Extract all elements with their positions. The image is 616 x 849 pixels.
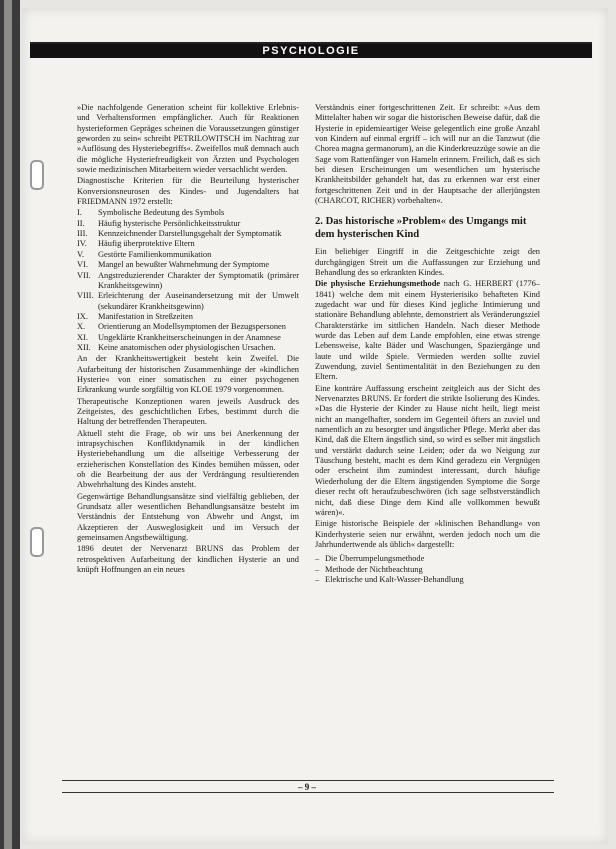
paragraph: 1896 deutet der Nervenarzt BRUNS das Problem der retrospektiven Aufarbeitung der kindlichen Hysterie an und knüpft Hoffnungen an ein neues: [77, 544, 299, 575]
section-heading: 2. Das historische »Problem« des Umgangs mit dem hysterischen Kind: [315, 216, 527, 240]
paragraph: Ein beliebiger Eingriff in die Zeitgeschichte zeigt den durchgängigen Streit um die Auffassungen zur Erziehung und Behandlung des so erkrankten Kindes.: [315, 247, 540, 277]
paragraph: Therapeutische Konzeptionen waren jeweils Ausdruck des Zeitgeistes, des geschichtlichen Erbes, bestimmt durch die Haltung der betreffenden Therapeuten.: [77, 396, 299, 427]
list-item: IX. Manifestation in Streßzeiten: [77, 311, 193, 321]
list-item: VI. Mangel an bewußter Wahrnehmung der Symptome: [77, 260, 270, 270]
list-item: XII. Keine anatomischen oder physiologischen Ursachen.: [77, 342, 276, 352]
bold-term: Die physische Erziehungsmethode: [315, 279, 441, 289]
punch-hole: [30, 160, 44, 190]
list-item: IV. Häufig überprotektive Eltern: [77, 239, 195, 249]
paragraph: Diagnostische Kriterien für die Beurteilung hysterischer Konversionsneurosen des Kindes- und Jugendalters hat FRIEDMANN 1972 erstellt:: [77, 176, 299, 207]
list-item: II. Häufig hysterische Persönlichkeitsstruktur: [77, 218, 241, 228]
list-item: I. Symbolische Bedeutung des Symbols: [77, 208, 225, 218]
footer-rule: [62, 792, 554, 793]
punch-hole: [30, 527, 44, 557]
list-item: XI. Ungeklärte Krankheitserscheinungen in der Anamnese: [77, 332, 281, 342]
list-item: – Methode der Nichtbeachtung: [315, 565, 540, 575]
paragraph: »Die nachfolgende Generation scheint für kollektive Erlebnis- und Verhaltensformen empfänglicher. Auch für Reaktionen hysterieformen Gepräges scheinen die Voraussetzungen günstiger geworden zu sein« schreibt PETRILOWITSCH im Nachtrag zur »Auflösung des Hysteriebegriffs«. Zweifellos muß demnach auch die mögliche Hysteriefreudigkeit von Ärzten und Psychologen sowie medizinischen Mitarbeitern wieder versachlicht werden.: [77, 103, 299, 175]
paragraph: Verständnis einer fortgeschrittenen Zeit. Er schreibt: »Aus dem Mittelalter haben wir sogar die historischen Beweise dafür, daß die Hysterie in epidemieartiger Weise gelegentlich eine große Anzahl von Kindern auf einmal ergriff – ich will nur an die Tanzwut (die Chorea magna germanorum), an die Kinderkreuzzüge sowie an die Sage vom Rattenfänger von Hameln erinnern. Freilich, daß es sich bei diesen Erscheinungen um wesentlichen um hysterische Krankheitsbilder gehandelt hat, das zu erkennen war erst einer fortgeschrittenen Zeit und in der Hauptsache der allerjüngsten (CHARCOT, RICHER) vorbehalten«.: [315, 103, 540, 206]
footer-rule: [62, 780, 554, 781]
list-item: – Elektrische und Kalt-Wasser-Behandlung: [315, 575, 540, 585]
list-item: X. Orientierung an Modellsymptomen der Bezugspersonen: [77, 322, 286, 332]
paragraph: Die physische Erziehungsmethode nach G. HERBERT (1776–1841) welche dem mit einem Hysterierisiko behafteten Kind zugedacht war und für dieses Kind jegliche Intimierung und stationäre Behandlung ablehnte, demonstriert als Veränderungsziel Charakterstärke im sittlichen Handeln. Nach dieser Methode wurde das Leben auf dem Lande empfohlen, eine etwas strenge Lebensweise, kalte Bäder und Waschungen, Spaziergänge und laute und wilde Spiele. Vermieden werden sollte zuviel Zuwendung, zuviel Sentimentalität in den Beziehungen zu den Eltern.: [315, 279, 540, 382]
paragraph: Gegenwärtige Behandlungsansätze sind vielfältig geblieben, der Grundsatz aller wesentlichen Behandlungsansätze besteht im Verständnis der Entstehung von Abwehr und Angst, im Akzeptieren der Ausweglosigkeit und im Versuch der gemeinsamen Angstbewältigung.: [77, 491, 299, 543]
paragraph: Aktuell steht die Frage, ob wir uns bei Anerkennung der intrapsychischen Konfliktdynamik in der kindlichen Hysteriebehandlung um die allseitige Verbesserung der erzieherischen Konstellation des Kindes bemühen müssen, oder ob die Bearbeitung der aus der Verdrängung resultierenden Abwehrhaltung des Kindes ansteht.: [77, 428, 299, 490]
page-number: – 9 –: [298, 782, 316, 792]
paragraph: Eine konträre Auffassung erscheint zeitgleich aus der Sicht des Nervenarztes BRUNS. Er fordert die strikte Isolierung des Kindes. »Das die Hysterie der Kinder zu Hause nicht heilt, liegt meist nicht an mangelhafter, sondern im Gegenteil öfters an zuviel und namentlich an zu besorgter und ängstlicher Pflege. Merkt aber das Kind, daß die Eltern ängstlich sind, so wird es selber mit ängstlich und verstärkt dadurch seine Leiden; oder da wo Neigung zur Täuschung besteht, macht es dem Kind geradezu ein Vergnügen oder erscheint ihm zumindest interessant, durch häufige Wiederholung der die Eltern ängstigenden Symptome die Sorge dieser recht oft heraufzubeschwören (ich sage selbstverständlich nicht, daß diese Dinge dem Kind alle vollkommen bewußt wären)«.: [315, 383, 540, 517]
paragraph: An der Krankheitswertigkeit besteht kein Zweifel. Die Aufarbeitung der historischen Zusammenhänge der »kindlichen Hysterie« von einer somatischen zu einer psychogenen Erkrankung wurde sorgfältig von KLOE 1979 vorgenommen.: [77, 354, 299, 395]
list-item: III. Kennzeichnender Darstellungsgehalt der Symptomatik: [77, 229, 282, 239]
criteria-list: [77, 208, 299, 353]
list-item: VIII. Erleichterung der Auseinandersetzung mit der Umwelt (sekundärer Krankheitsgewinn): [77, 291, 299, 311]
paragraph: Einige historische Beispiele der »klinischen Behandlung« von Kinderhysterie seien nur erwähnt, werden jedoch noch um die Jahrhundertwende als üblich« dargestellt:: [315, 519, 540, 549]
list-item: V. Gestörte Familienkommunikation: [77, 249, 212, 259]
list-item: VII. Angstreduzierender Charakter der Symptomatik (primärer Krankheitsgewinn): [77, 270, 299, 290]
binding-edge: [0, 0, 20, 849]
methods-list: [315, 554, 540, 585]
list-item: – Die Überrumpelungsmethode: [315, 554, 540, 564]
right-column: [315, 103, 540, 585]
page-header: PSYCHOLOGIE: [30, 44, 592, 58]
left-column: [77, 103, 299, 576]
